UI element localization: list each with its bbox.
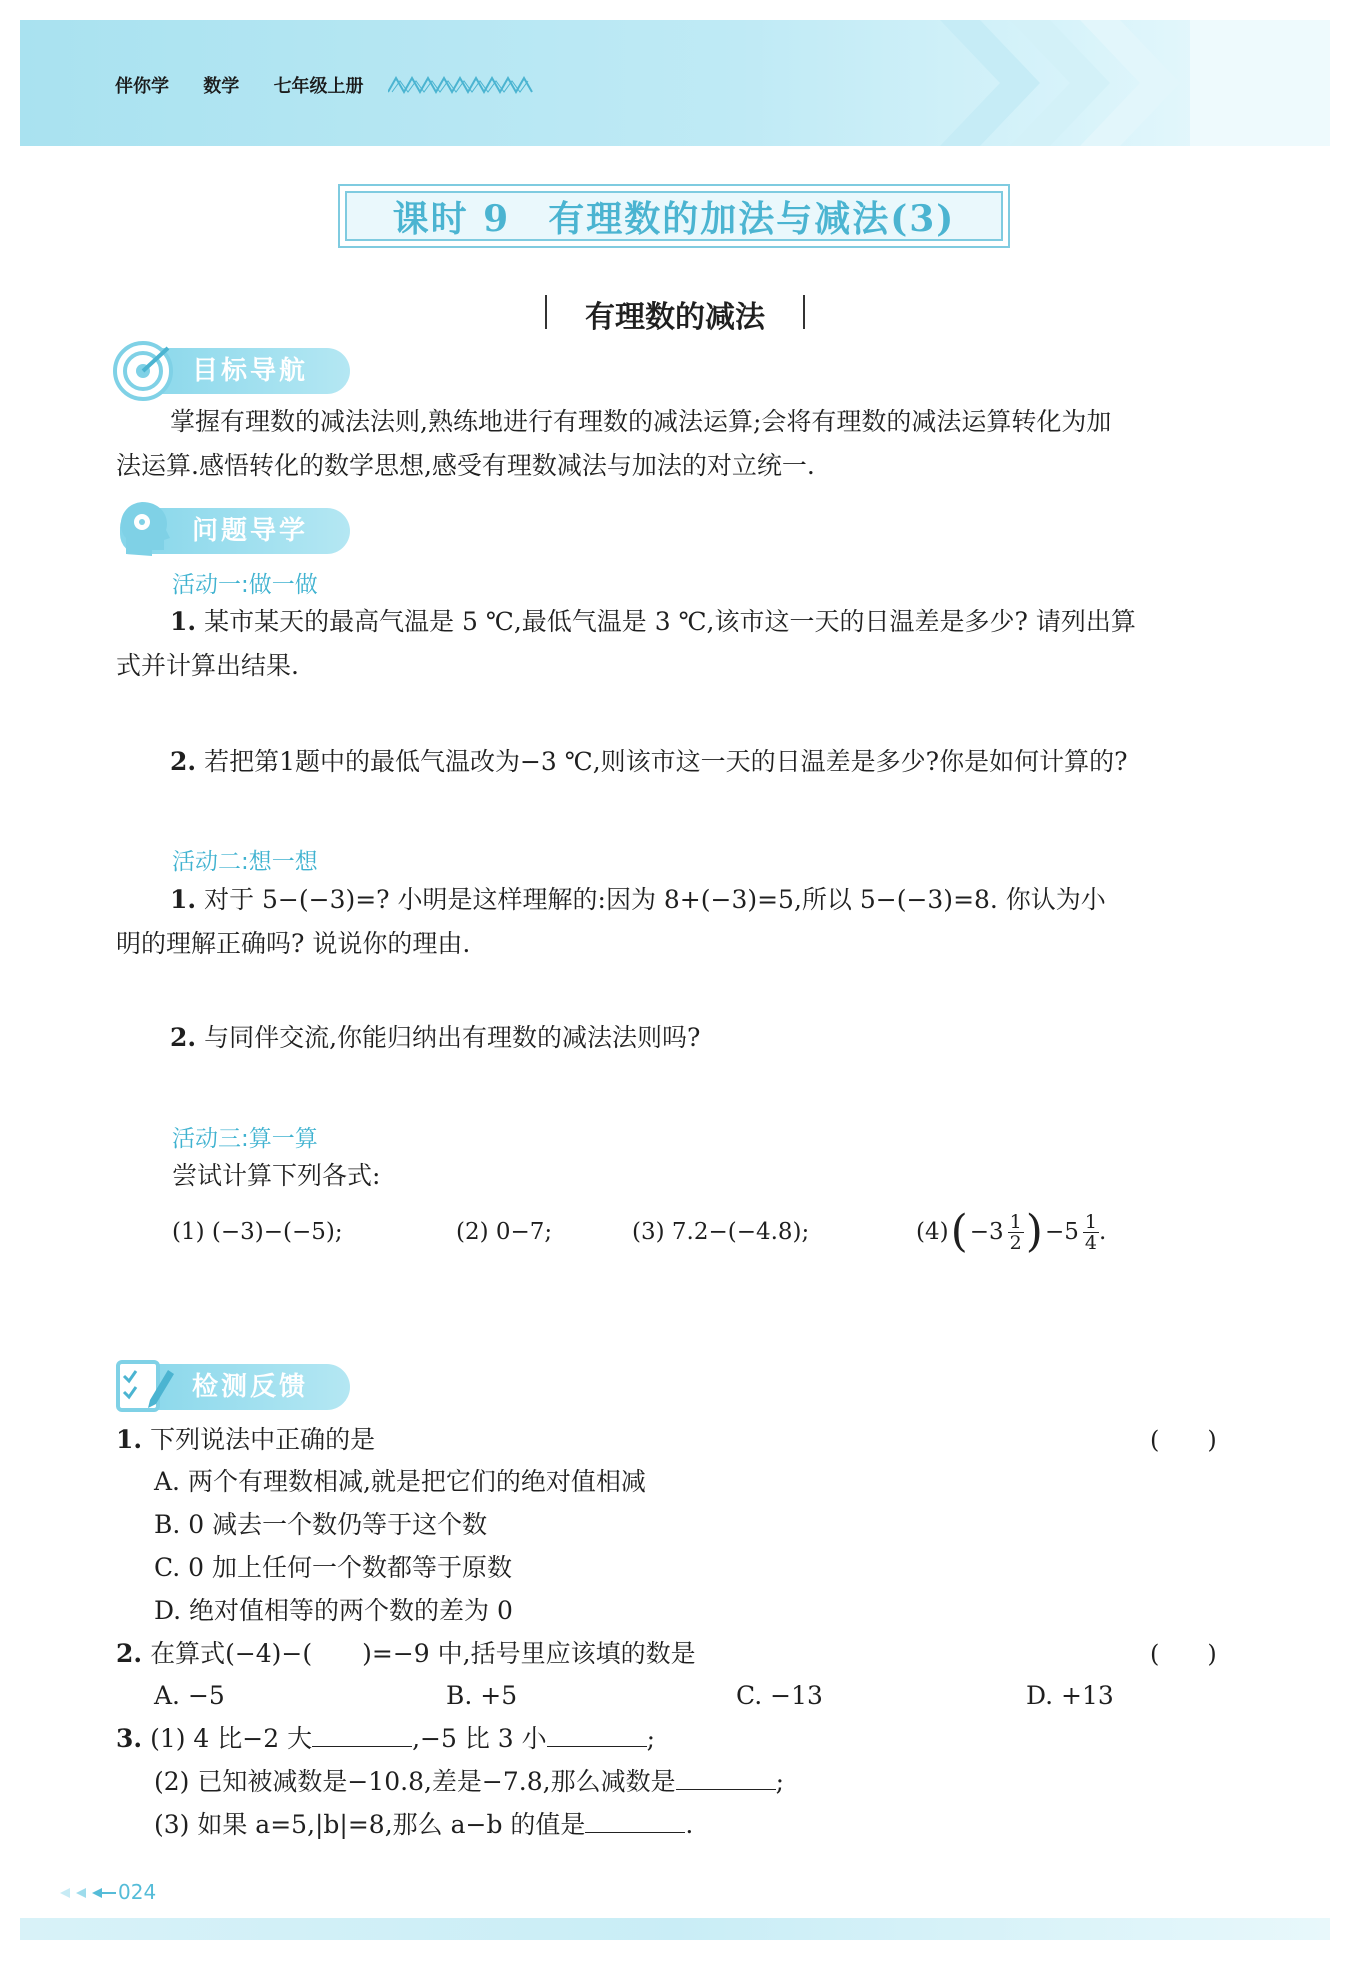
q-text: 在算式(−4)−( )=−9 中,括号里应该填的数是 — [150, 1639, 696, 1668]
fraction-2-den: 4 — [1084, 1231, 1097, 1254]
answer-paren-1[interactable]: ( ) — [1150, 1426, 1217, 1454]
option-2a: A. −5 — [154, 1681, 225, 1710]
fraction-1 — [1008, 1212, 1024, 1253]
fraction-1-den: 2 — [1009, 1231, 1022, 1254]
activity2-label: 活动二:想一想 — [172, 849, 318, 875]
q3-1-text-c: ; — [646, 1724, 656, 1753]
expr-3: (3) 7.2−(−4.8); — [632, 1219, 810, 1245]
option-1c: C. 0 加上任何一个数都等于原数 — [154, 1553, 512, 1582]
q3-1-text-a: (1) 4 比−2 大 — [150, 1724, 313, 1753]
feedback-q3-3 — [154, 1803, 693, 1847]
answer-paren-2[interactable]: ( ) — [1150, 1640, 1217, 1668]
footer-band — [20, 1918, 1330, 1940]
activity1-q1 — [116, 600, 1236, 644]
answer-blank-3[interactable] — [676, 1763, 776, 1790]
checklist-pen-icon — [114, 1356, 176, 1416]
q3-1-text-b: ,−5 比 3 小 — [412, 1724, 547, 1753]
q-text: 与同伴交流,你能归纳出有理数的减法法则吗? — [204, 1023, 701, 1052]
page-number: 024 — [118, 1880, 157, 1904]
subject-name: 数学 — [203, 76, 240, 97]
q-number: 2. — [170, 1023, 197, 1052]
header-title — [115, 72, 384, 98]
lesson-title: 课时 9 有理数的加法与减法(3) — [345, 191, 1003, 241]
activity3-label: 活动三:算一算 — [172, 1126, 318, 1152]
q-number: 2. — [116, 1639, 143, 1668]
activity2-q1 — [116, 878, 1236, 922]
q-text: 某市某天的最高气温是 5 ℃,最低气温是 3 ℃,该市这一天的日温差是多少? 请列出算 — [204, 607, 1136, 636]
expr-4-prefix: (4) — [916, 1219, 949, 1245]
expr-2: (2) 0−7; — [456, 1219, 553, 1245]
option-1b: B. 0 减去一个数仍等于这个数 — [154, 1510, 488, 1539]
q-number: 1. — [116, 1425, 143, 1454]
expr-1: (1) (−3)−(−5); — [172, 1219, 343, 1245]
q-text: 若把第1题中的最低气温改为−3 ℃,则该市这一天的日温差是多少?你是如何计算的? — [204, 747, 1128, 776]
feedback-q1 — [116, 1418, 375, 1462]
lesson-title-box — [338, 184, 1010, 248]
answer-blank-1[interactable] — [312, 1720, 412, 1747]
q-text: 下列说法中正确的是 — [150, 1425, 376, 1454]
q3-3-text-b: . — [685, 1810, 694, 1839]
fraction-2 — [1083, 1212, 1099, 1253]
grade-name: 七年级上册 — [273, 76, 364, 97]
activity2-q1-line2: 明的理解正确吗? 说说你的理由. — [116, 929, 471, 958]
option-2d: D. +13 — [1026, 1681, 1114, 1710]
book-name: 伴你学 — [115, 76, 169, 97]
q-number: 3. — [116, 1724, 143, 1753]
answer-blank-4[interactable] — [585, 1806, 685, 1833]
target-icon — [112, 340, 178, 402]
activity2-q2 — [170, 1016, 1250, 1060]
goal-text — [116, 400, 1236, 444]
head-gear-icon — [112, 498, 178, 560]
header-chevrons — [940, 20, 1330, 146]
expr-4-end: . — [1098, 1219, 1107, 1245]
right-paren: ) — [1025, 1206, 1043, 1257]
option-1d: D. 绝对值相等的两个数的差为 0 — [154, 1596, 513, 1625]
footer-arrows-icon — [60, 1886, 116, 1900]
q3-3-text-a: (3) 如果 a=5,|b|=8,那么 a−b 的值是 — [154, 1810, 586, 1839]
expr-4-mid: −5 — [1044, 1219, 1079, 1245]
left-paren: ( — [950, 1206, 968, 1257]
goal-text-line1: 掌握有理数的减法法则,熟练地进行有理数的减法运算;会将有理数的减法运算转化为加 — [170, 407, 1112, 436]
expr-4 — [916, 1206, 1107, 1257]
goal-tab-label: 目标导航 — [192, 356, 309, 386]
goal-text-2: 法运算.感悟转化的数学思想,感受有理数减法与加法的对立统一. — [116, 451, 815, 480]
feedback-tab-label: 检测反馈 — [192, 1372, 309, 1402]
activity1-q1-line2: 式并计算出结果. — [116, 651, 299, 680]
feedback-q3-1 — [116, 1717, 655, 1761]
mixed1-whole: −3 — [969, 1219, 1004, 1245]
option-2c: C. −13 — [736, 1681, 823, 1710]
feedback-q2 — [116, 1632, 696, 1676]
answer-blank-2[interactable] — [547, 1720, 647, 1747]
section-subtitle: 有理数的减法 — [545, 292, 805, 336]
q3-2-text-a: (2) 已知被减数是−10.8,差是−7.8,那么减数是 — [154, 1767, 676, 1796]
activity1-label: 活动一:做一做 — [172, 572, 318, 598]
zigzag-decoration — [388, 76, 533, 94]
q3-2-text-b: ; — [775, 1767, 785, 1796]
q-number: 2. — [170, 747, 197, 776]
activity3-intro: 尝试计算下列各式: — [172, 1161, 381, 1190]
activity1-q2 — [170, 740, 1250, 784]
option-2b: B. +5 — [446, 1681, 518, 1710]
q-text: 对于 5−(−3)=? 小明是这样理解的:因为 8+(−3)=5,所以 5−(−3)=8. 你认为小 — [204, 885, 1106, 914]
feedback-q3-2 — [154, 1760, 784, 1804]
fraction-2-num: 1 — [1084, 1210, 1097, 1233]
q-number: 1. — [170, 607, 197, 636]
fraction-1-num: 1 — [1009, 1210, 1022, 1233]
q-number: 1. — [170, 885, 197, 914]
option-1a: A. 两个有理数相减,就是把它们的绝对值相减 — [154, 1467, 646, 1496]
guide-tab-label: 问题导学 — [192, 516, 309, 546]
